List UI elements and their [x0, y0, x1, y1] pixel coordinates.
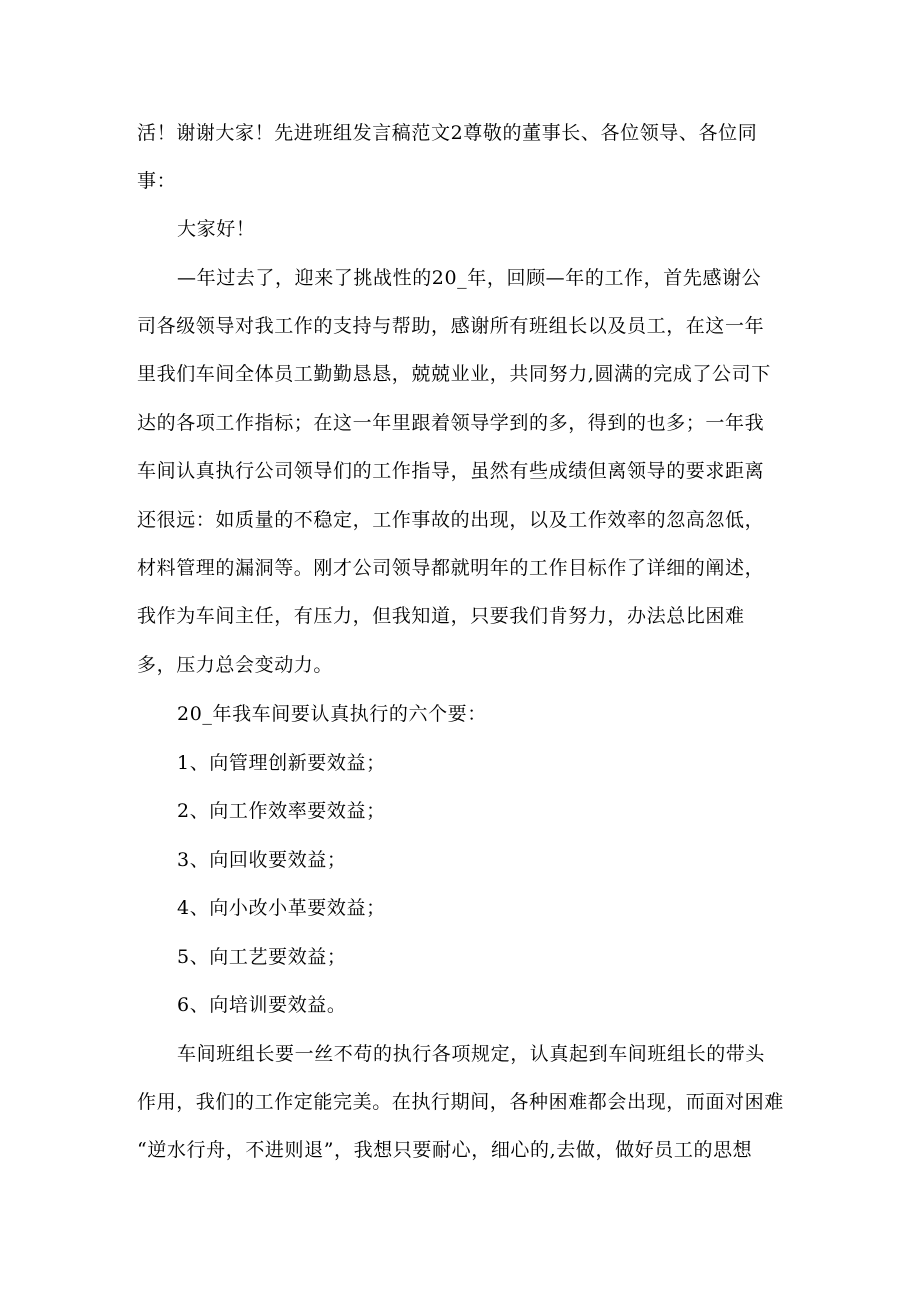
text-line-7: 达的各项工作指标；在这一年里跟着领导学到的多，得到的也多；一年我: [137, 412, 765, 434]
text-line-13: 20_年我车间要认真执行的六个要：: [177, 703, 487, 725]
text-line-16: 3、向回收要效益；: [177, 849, 347, 871]
text-line-15: 2、向工作效率要效益；: [177, 800, 386, 822]
text-line-20: 车间班组长要一丝不苟的执行各项规定，认真起到车间班组长的带头: [177, 1043, 766, 1065]
text-line-14: 1、向管理创新要效益；: [177, 752, 386, 774]
text-line-22: “逆水行舟，不进则退”，我想只要耐心，细心的,去做，做好员工的思想: [137, 1139, 753, 1161]
text-line-17: 4、向小改小革要效益；: [177, 897, 386, 919]
text-line-11: 我作为车间主任，有压力，但我知道，只要我们肯努力，办法总比困难: [137, 605, 745, 627]
text-line-1: 活！谢谢大家！先进班组发言稿范文2尊敬的董事长、各位领导、各位同: [137, 122, 758, 144]
text-line-5: 司各级领导对我工作的支持与帮助，感谢所有班组长以及员工，在这一年: [137, 315, 765, 337]
text-line-8: 车间认真执行公司领导们的工作指导，虽然有些成绩但离领导的要求距离: [137, 460, 765, 482]
text-line-4: —年过去了，迎来了挑战性的20_年，回顾—年的工作，首先感谢公: [177, 267, 762, 289]
text-line-9: 还很远：如质量的不稳定，工作事故的出现，以及工作效率的忽高忽低，: [137, 509, 765, 531]
text-line-19: 6、向培训要效益。: [177, 994, 347, 1016]
text-line-3: 大家好！: [177, 218, 256, 240]
text-line-6: 里我们车间全体员工勤勤恳恳，兢兢业业，共同努力,圆满的完成了公司下: [137, 363, 771, 385]
text-line-10: 材料管理的漏洞等。刚才公司领导都就明年的工作目标作了详细的阐述，: [137, 557, 765, 579]
text-line-18: 5、向工艺要效益；: [177, 946, 347, 968]
text-line-2: 事：: [137, 170, 177, 192]
text-line-12: 多，压力总会变动力。: [137, 654, 334, 676]
text-line-21: 作用，我们的工作定能完美。在执行期间，各种困难都会出现，而面对困难: [137, 1091, 784, 1113]
